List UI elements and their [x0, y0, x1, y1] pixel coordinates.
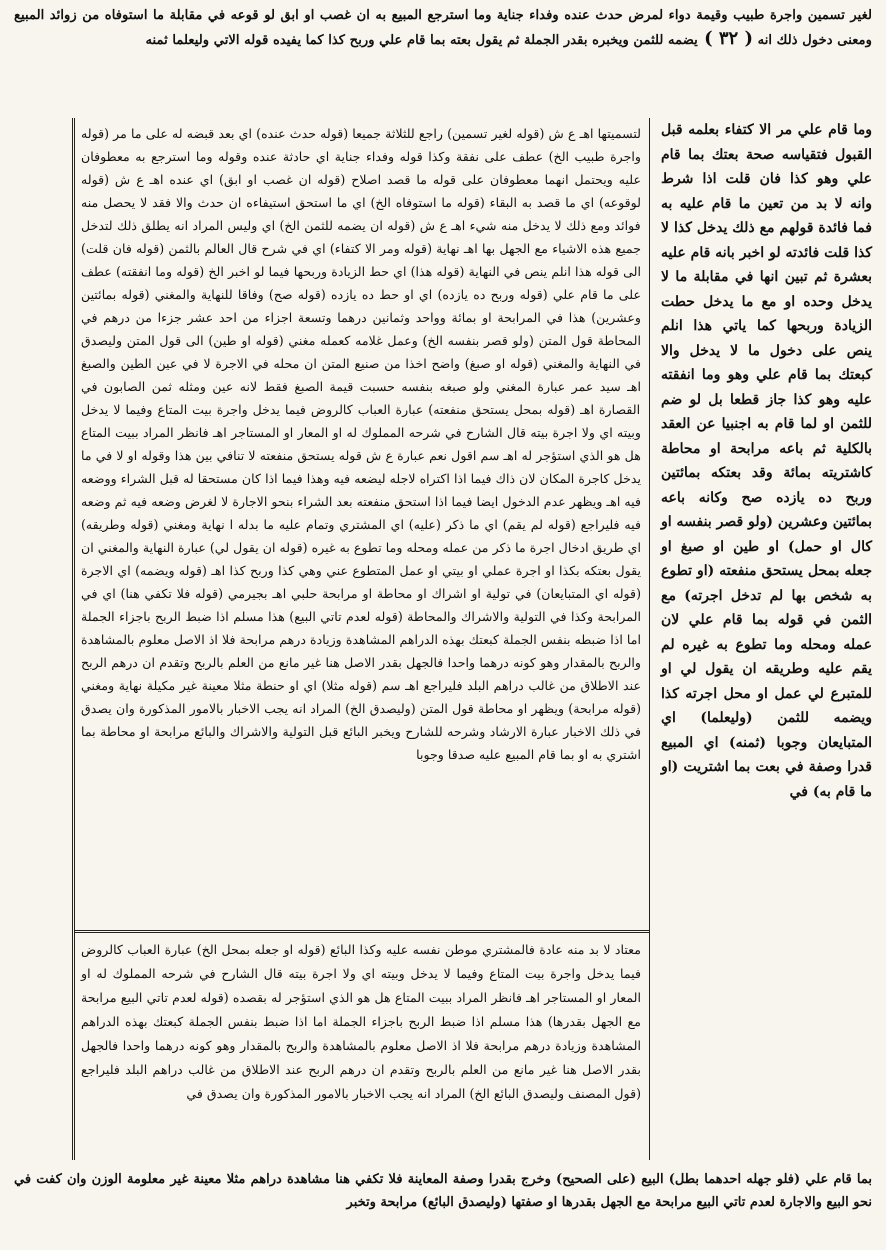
page-number: ( ٣٢ ): [697, 28, 754, 49]
commentary-paragraph: والمغني ان يقول بعتكه بكذا او اجرة عملي او بيتي او عمل المتطوع عني وهي كذا وربح كذا اهـ (قوله: [81, 540, 641, 578]
main-text-line-1: لغير تسمين واجرة طبيب وقيمة دواء لمرض حدث عنده وفداء جناية وما استرجع المبيع به ان غصب او ابق لو قوعه في مقابلة ما استوفاه من زوائد المبيع ومعنى دخول ذلك انه: [14, 8, 872, 48]
commentary-paragraph: في المحاطة قول المتن (ولو قصر بنفسه الخ) وعمل غلامه كعمله مغني (قوله او طين) الى قول المتن وليصدق في النهاية والمغني (قوله او صبغ) واضح اخذا من صنيع المتن ان محله في الاجرة لا في عين الطين: [81, 310, 641, 371]
bottom-text-line-2: مثلا معينة غير معلومة الوزن وان كفت في نحو البيع والاجارة لعدم تاتي البيع مرابحة مع الجهل بقدرها او صفتها (وليصدق البائع) مرابحة وتخبر: [14, 1172, 872, 1210]
commentary-paragraph: الربح باجزاء الجملة اما اذا ضبطه بنفس الجملة كبعتك بهذه الدراهم المشاهدة وزيادة درهم مرابحة فلا اذ الاصل معلوم بالمشاهدة والربح بالمقدار وهو كونه درهما واحدا فالجهل بقدر الاصل هنا غير مانع من العلم: [81, 609, 641, 670]
commentary-paragraph: ويضمه) اي الاجرة (قوله اي المتبايعان) في تولية او اشراك او محاطة او مرابحة حلبي اهـ بجيرمي (قوله فلا تكفي هنا) اي في المرابحة وكذا في التولية والاشراك والمحاطة (قوله لعدم تاتي البيع) هذا مسلم اذا ضبط: [81, 563, 641, 624]
main-text-side-column: [659, 118, 874, 1160]
main-text-top: [14, 4, 872, 112]
commentary-paragraph: يجب الاخبار بالامور المذكورة وان يصدق في ذلك الاخبار عبارة الارشاد وشرحه للشارح ويخبر البائع قبل التولية والاشراك والبائع مرابحة او محاطة بما اشتري به او بما قام المبيع عليه صدقا وجوبا: [81, 701, 641, 762]
bottom-text-line-1: بما قام علي (فلو جهله احدهما بطل) البيع (على الصحيح) وخرج بقدرا وصفة المعاينة فلا تكفي هنا مشاهدة دراهم: [245, 1172, 872, 1187]
commentary-paragraph: والصبغ اهـ سيد عمر عبارة المغني ولو صبغه بنفسه حسبت قيمة الصبغ فقط لانه عين ومثله ثمن الصابون في القصارة اهـ (قوله بمحل يستحق منفعته) عبارة العباب كالروض فيما يدخل واجرة بيت المتاع وفيما لا يدخل: [81, 356, 641, 417]
commentary-text: [75, 118, 649, 930]
commentary-paragraph: بالربح وتقدم ان درهم الربح عند الاطلاق من غالب دراهم البلد فليراجع اهـ سم (قوله مثلا) اي او حنطة مثلا معينة غير مكيلة نهاية ومغني (قوله مرابحة) ويظهر او محاطة قول المتن (وليصدق الخ) المراد انه: [81, 655, 642, 716]
main-text-bottom: [14, 1168, 872, 1244]
commentary-paragraph: (قوله واجرة طبيب الخ) عطف على نفقة وكذا قوله وفداء جناية اي حادثة عنده وقوله وما استرجع به معطوفان عليه ويحتمل انهما معطوفان على قوله ما قصد اصلاح (قوله ان غصب او ابق) اي عنده اهـ ع ش: [81, 126, 641, 187]
footnote-paragraph: معتاد لا بد منه عادة فالمشتري موطن نفسه عليه وكذا البائع (قوله او جعله بمحل الخ) عبارة العباب كالروض فيما يدخل واجرة بيت المتاع وفيما لا يدخل وبيته اي ولا اجرة بيته قال الشارح في شرحه المملوك له او المعار او المستاجر اهـ فانظر المراد ببيت المتاع هل هو الذي استؤجر له بقصده (قوله لعدم تاتي البيع مرابحة مع الجهل بقدرها) هذا مسلم اذا ضبط الربح باجزاء الجملة اما اذا ضبط بنفس الجملة كبعتك بهذه الدراهم المشاهدة وزيادة درهم مرابحة فلا اذ الاصل معلوم بالمشاهدة والربح بالمقدار وهو كونه درهما واحدا فالجهل بقدر الاصل هنا غير مانع من العلم بالربح وتقدم ان درهم الربح عند الاطلاق من غالب دراهم البلد فليراجع (قول المصنف وليصدق البائع الخ) المراد انه يجب الاخبار بالامور المذكورة وان يصدق في: [81, 942, 641, 1101]
side-text: وما قام علي مر الا كتفاء بعلمه قبل القبول فتقياسه صحة بعتك بما قام علي وهو كذا فان قلت اذا شرط وانه لا بد من تعين ما قام عليه به فما فائدة قولهم مع ذلك يدخل كذا لا كذا قلت فائدته لو اخبر بانه قام عليه بعشرة ثم تبين انها في مقابلة ما لا يدخل وحده او مع ما يدخل حطت الزيادة وربحها كما ياتي هذا انلم ينص على دخول ما لا يدخل والا كبعتك بما قام علي وهو وما انفقته عليه وهو كذا جاز قطعا بل لو ضم للثمن او لما قام به اجنبيا عن العقد بالكلية ثم باعه مرابحة او محاطة كاشتريته بمائة وقد بعتكه بمائتين وربح ده يازده صح وكانه باعه بمائتين وعشرين (ولو قصر بنفسه او كال او حمل) او طين او صبغ او جعله بمحل يستحق منفعته (او تطوع به شخص بها لم تدخل اجرته) مع الثمن في قوله بما قام علي لان عمله ومحله وما تطوع به غيره لم يقم عليه وطريقه ان يقول لي او للمتبرع لي عمل او محل اجرته كذا ويضمه للثمن (وليعلما) اي المتبايعان وجوبا (ثمنه) اي المبيع قدرا وصفة في بعت بما اشتريت (او ما قام به) في: [661, 122, 872, 800]
commentary-paragraph: (قوله لوقوعه) اي ما قصد به البقاء (قوله ما استوفاه الخ) اي ما استحق استيفاءه ان حدث والا فقد لا يحصل منه فوائد ومع ذلك لا يدخل منه شيء اهـ ع ش (قوله ان يضمه للثمن الخ) اي وليس المراد انه يطلق ذلك لتدخل: [81, 172, 641, 233]
commentary-column: [75, 118, 650, 1160]
margin-frame: [72, 118, 874, 1160]
footnote-divider: [75, 930, 649, 933]
commentary-paragraph: جميع هذه الاشياء مع الجهل بها اهـ نهاية (قوله ومر الا كتفاء) اي في شرح قال العالم بالثمن (قوله فان قلت) الى قوله هذا انلم ينص في النهاية (قوله هذا) اي حط الزيادة وربحها فيما لو اخبر الخ (قوله وما انفقته): [81, 241, 641, 279]
footnote-text: [75, 938, 649, 1160]
main-text-line-2: يضمه للثمن ويخبره بقدر الجملة ثم يقول بعته بما قام علي وربح كذا كما يفيده قوله الاتي وليعلما ثمنه: [145, 33, 698, 48]
commentary-paragraph: عطف على ما قام علي (قوله وربح ده يازده) اي او حط ده يازده (قوله صح) وفاقا للنهاية والمغني (قوله بمائتين وعشرين) هذا في المرابحة او بمائة وواحد وثمانين درهما وتسعة اجزاء من احد عشر جزءا من درهم: [81, 264, 641, 325]
commentary-paragraph: لتسميتها اهـ ع ش (قوله لغير تسمين) راجع للثلاثة جميعا (قوله حدث عنده) اي بعد قبضه له على ما مر: [109, 126, 641, 141]
commentary-paragraph: فيه ثم وضعه فيه فليراجع (قوله لم يقم) اي ما ذكر (عليه) اي المشتري وتمام عليه ما بدله ا نهاية ومغني (قوله وطريقه) اي طريق ادخال اجرة ما ذكر من عمله ومحله وما تطوع به غيره (قوله ان يقول لي) عبارة النهاية: [81, 494, 641, 555]
commentary-paragraph: وبيته اي ولا اجرة بيته قال الشارح في شرحه المملوك له او المعار او المستاجر اهـ فانظر المراد ببيت المتاع هل هو الذي استؤجر له اهـ سم اقول نعم عبارة ع ش قوله يستحق منفعته لا تنافي بين هذا وقوله او لا في ما: [81, 425, 641, 463]
commentary-paragraph: يدخل كاجرة المكان لان ذاك فيما اذا اكتراه لاجله ليضعه فيه وهذا فيما اذا كان مستحقا له قبل الشراء ووضعه فيه اهـ ويظهر عدم الدخول ايضا فيما اذا استحق منفعته بعد الشراء بنحو الاجارة لا لغرض وضعه: [81, 471, 641, 509]
